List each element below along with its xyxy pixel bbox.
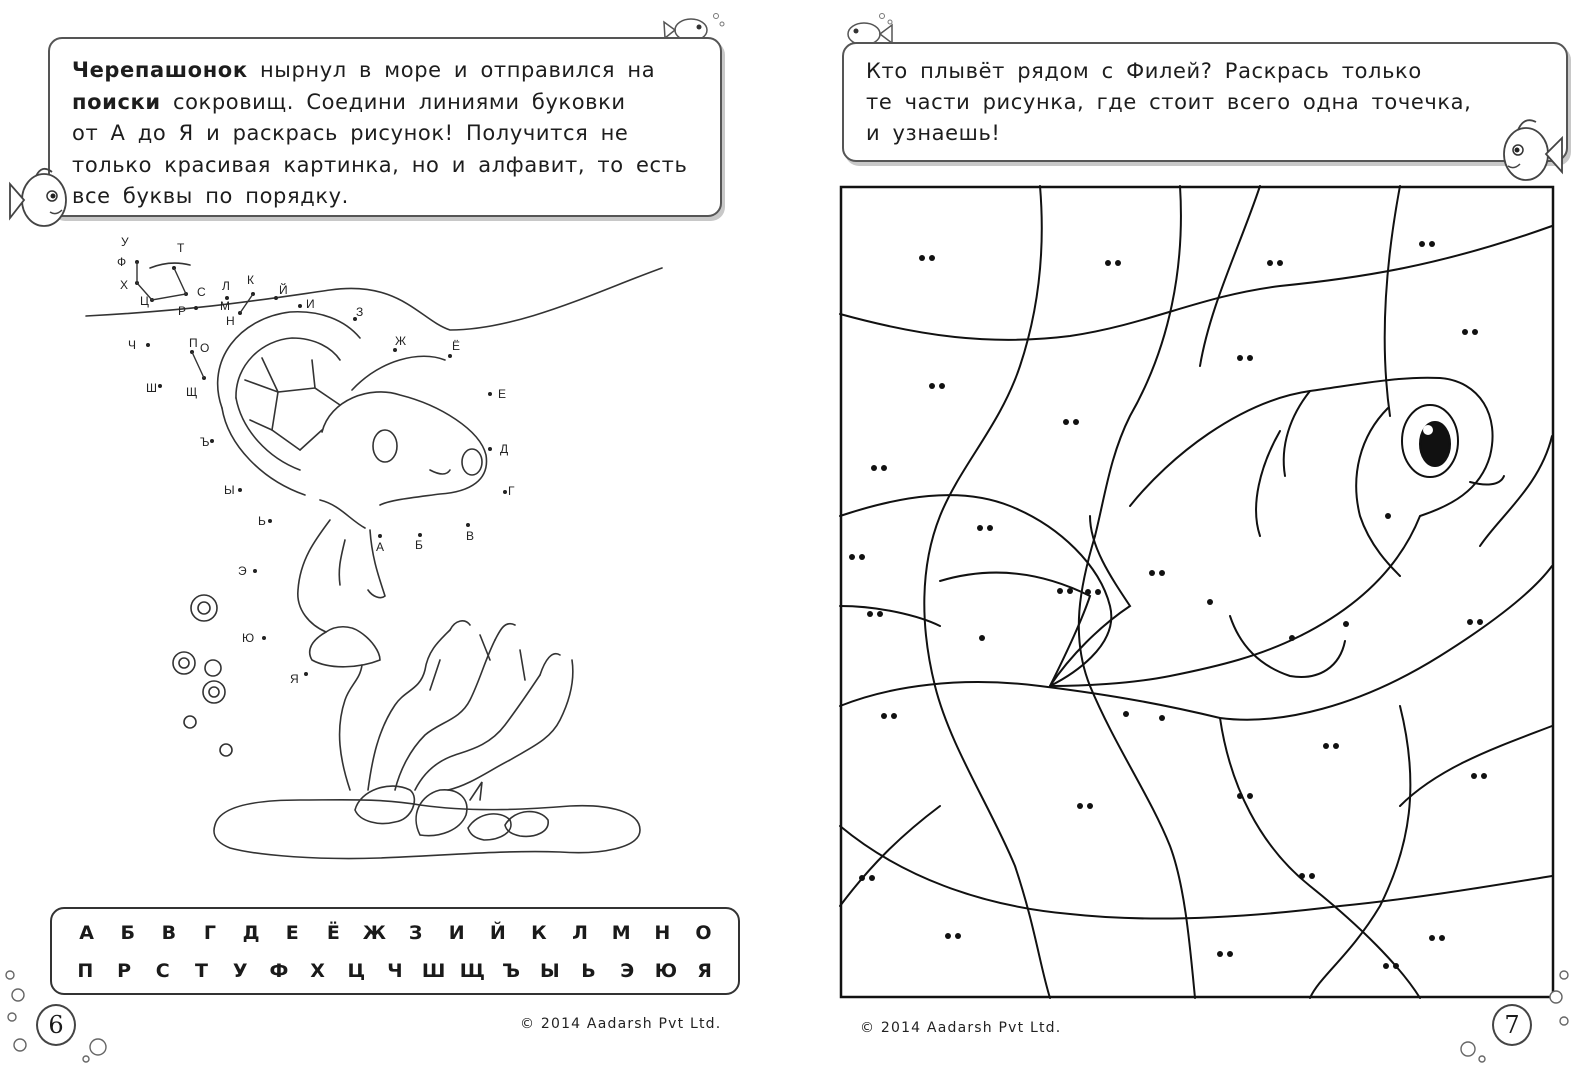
dot-label: Н xyxy=(226,314,235,328)
dot-label: Ц xyxy=(140,294,149,308)
fish-coloring-illustration xyxy=(840,186,1554,998)
dot-label: К xyxy=(247,273,254,287)
instruction-line: те части рисунка, где стоит всего одна точечка, xyxy=(866,90,1472,114)
alphabet-letter: Э xyxy=(620,960,635,982)
right-page xyxy=(800,0,1589,1080)
alphabet-letter: А xyxy=(79,922,94,944)
alphabet-letter: Ч xyxy=(387,960,403,982)
dot-label: П xyxy=(189,336,198,350)
alphabet-letter: Д xyxy=(242,922,260,944)
dot-label: Ж xyxy=(395,334,407,348)
alphabet-letter: М xyxy=(611,922,631,944)
dot-label: Х xyxy=(120,278,129,292)
page-number: 7 xyxy=(1492,1004,1532,1046)
alphabet-letter: С xyxy=(155,960,170,982)
instruction-text xyxy=(844,44,1566,149)
instruction-box xyxy=(842,42,1568,162)
dot-label: Л xyxy=(222,279,230,293)
alphabet-letter: Ю xyxy=(654,960,678,982)
dot-label: Э xyxy=(238,564,247,578)
instruction-run: от А до Я и раскрась рисунок! Получится не xyxy=(72,121,629,145)
copyright: © 2014 Aadarsh Pvt Ltd. xyxy=(860,1020,1062,1036)
left-page xyxy=(0,0,790,1080)
dot-label: Ъ xyxy=(200,435,210,449)
dot-label: Г xyxy=(508,484,515,498)
alphabet-letter: Щ xyxy=(459,960,485,982)
instruction-run: нырнул в море и отправился на xyxy=(247,58,656,82)
alphabet-letter: Т xyxy=(194,960,208,982)
dot-label: Я xyxy=(290,672,299,686)
dot-label: И xyxy=(306,297,315,311)
alphabet-letter: Б xyxy=(120,922,135,944)
alphabet-letter: Ь xyxy=(581,960,596,982)
alphabet-letter: Е xyxy=(285,922,299,944)
alphabet-letter: Ы xyxy=(539,960,560,982)
turtle-dot-to-dot-illustration xyxy=(0,0,790,900)
instruction-line: Кто плывёт рядом с Филей? Раскрась только xyxy=(866,59,1422,83)
alphabet-letter: Ъ xyxy=(502,960,520,982)
dot-label: Ы xyxy=(224,483,235,497)
dot-label: Б xyxy=(415,538,423,552)
alphabet-letter: З xyxy=(408,922,423,944)
instruction-run: все буквы по порядку. xyxy=(72,184,349,208)
alphabet-letter: Л xyxy=(572,922,588,944)
instruction-run: только красивая картинка, но и алфавит, то есть xyxy=(72,152,688,177)
alphabet-letter: Г xyxy=(203,922,216,944)
fish-icon xyxy=(1496,112,1566,196)
alphabet-letter: Ш xyxy=(421,960,446,982)
alphabet-letter: Ц xyxy=(347,960,366,982)
alphabet-letter: К xyxy=(531,922,547,944)
dot-label: А xyxy=(376,540,385,554)
alphabet-row xyxy=(52,952,738,990)
dot-label: Щ xyxy=(186,385,198,399)
page-number: 6 xyxy=(36,1004,76,1046)
dot-label: Д xyxy=(500,442,509,456)
dot-label: Е xyxy=(498,387,507,401)
alphabet-letter: Ф xyxy=(269,960,289,982)
instruction-run: поиски xyxy=(72,89,161,114)
dot-label: Й xyxy=(279,283,288,297)
alphabet-letter: У xyxy=(232,960,248,982)
dot-label: Р xyxy=(178,304,187,318)
alphabet-letter: И xyxy=(448,922,465,944)
instruction-run: сокровищ. Соедини линиями буковки xyxy=(160,89,626,114)
instruction-run: Черепашонок xyxy=(72,58,248,82)
dot-label: Ю xyxy=(242,631,255,645)
alphabet-letter: Ё xyxy=(326,922,340,944)
alphabet-letter: П xyxy=(77,960,94,982)
alphabet-box xyxy=(50,907,740,995)
copyright: © 2014 Aadarsh Pvt Ltd. xyxy=(520,1016,722,1032)
dot-label: Ш xyxy=(146,381,157,395)
dot-label: Ч xyxy=(128,338,136,352)
alphabet-letter: Я xyxy=(697,960,712,982)
dot-label: М xyxy=(220,299,230,313)
dot-label: Ф xyxy=(117,255,127,269)
alphabet-letter: В xyxy=(161,922,177,944)
alphabet-letter: Р xyxy=(117,960,132,982)
dot-label: О xyxy=(200,341,210,355)
alphabet-row xyxy=(52,914,738,952)
dot-label: Ё xyxy=(452,339,461,353)
dot-label: Т xyxy=(177,241,185,255)
instruction-line: и узнаешь! xyxy=(866,121,1001,145)
dot-label: У xyxy=(121,235,129,249)
alphabet-letter: Й xyxy=(489,922,506,944)
alphabet-letter: Х xyxy=(310,960,325,982)
dot-label: С xyxy=(197,285,206,299)
alphabet-letter: О xyxy=(695,922,712,944)
alphabet-letter: Н xyxy=(654,922,671,944)
dot-label: В xyxy=(466,529,475,543)
alphabet-letter: Ж xyxy=(362,922,387,944)
dot-label: Ь xyxy=(258,514,266,528)
dot-label: З xyxy=(356,305,364,319)
